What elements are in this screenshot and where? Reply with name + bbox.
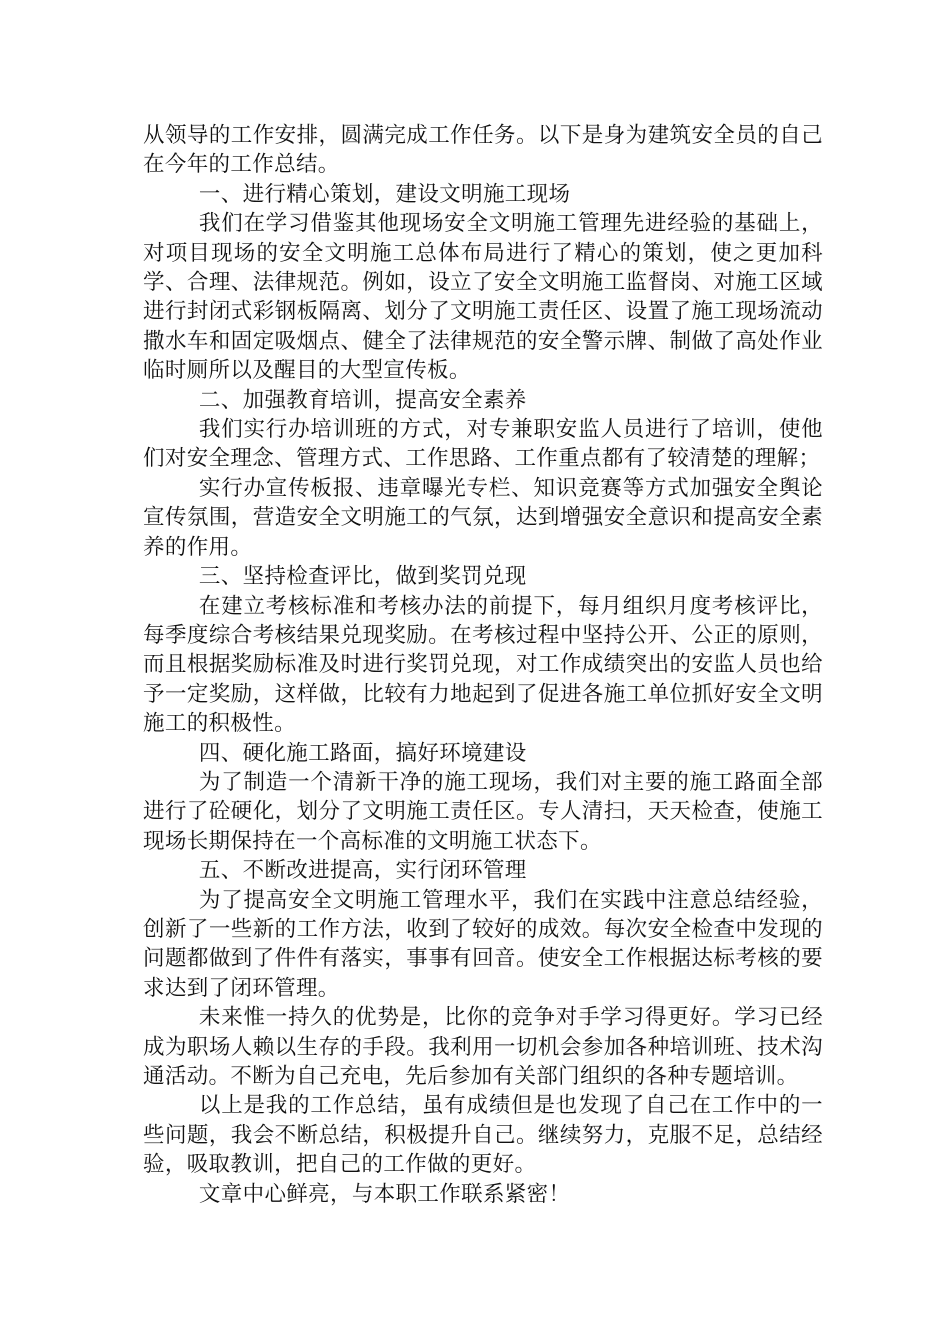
section-heading-4: 四、硬化施工路面，搞好环境建设 xyxy=(198,740,527,766)
closing-paragraph: 文章中心鲜亮，与本职工作联系紧密！ xyxy=(198,1181,571,1207)
section-2-paragraph-1: 我们实行办培训班的方式，对专兼职安监人员进行了培训，使他们对安全理念、管理方式、工作思路、工作重点都有了较清楚的理解； xyxy=(143,417,823,472)
section-3-paragraph: 在建立考核标准和考核办法的前提下，每月组织月度考核评比，每季度综合考核结果兑现奖励。在考核过程中坚持公开、公正的原则，而且根据奖励标准及时进行奖罚兑现，对工作成绩突出的安监人员也给予一定奖励，这样做，比较有力地起到了促进各施工单位抓好安全文明施工的积极性。 xyxy=(143,593,823,737)
section-heading-3: 三、坚持检查评比，做到奖罚兑现 xyxy=(198,564,527,590)
section-heading-2: 二、加强教育培训，提高安全素养 xyxy=(198,387,527,413)
summary-paragraph: 以上是我的工作总结，虽有成绩但是也发现了自己在工作中的一些问题，我会不断总结，积极提升自己。继续努力，克服不足，总结经验，吸取教训，把自己的工作做的更好。 xyxy=(143,1093,823,1178)
section-2-paragraph-2: 实行办宣传板报、违章曝光专栏、知识竞赛等方式加强安全舆论宣传氛围，营造安全文明施工的气氛，达到增强安全意识和提高安全素养的作用。 xyxy=(143,475,823,560)
section-5-paragraph: 为了提高安全文明施工管理水平，我们在实践中注意总结经验，创新了一些新的工作方法，收到了较好的成效。每次安全检查中发现的问题都做到了件件有落实，事事有回音。使安全工作根据达标考核的要求达到了闭环管理。 xyxy=(143,887,823,1001)
learning-paragraph: 未来惟一持久的优势是，比你的竞争对手学习得更好。学习已经成为职场人赖以生存的手段。我利用一切机会参加各种培训班、技术沟通活动。不断为自己充电，先后参加有关部门组织的各种专题培训。 xyxy=(143,1005,823,1089)
section-heading-1: 一、进行精心策划，建设文明施工现场 xyxy=(198,181,571,207)
document-body xyxy=(143,121,823,1209)
section-1-paragraph: 我们在学习借鉴其他现场安全文明施工管理先进经验的基础上，对项目现场的安全文明施工总体布局进行了精心的策划，使之更加科学、合理、法律规范。例如，设立了安全文明施工监督岗、对施工区域进行封闭式彩钢板隔离、划分了文明施工责任区、设置了施工现场流动撒水车和固定吸烟点、健全了法律规范的安全警示牌、制做了高处作业临时厕所以及醒目的大型宣传板。 xyxy=(143,211,823,384)
section-heading-5: 五、不断改进提高，实行闭环管理 xyxy=(198,858,527,884)
section-4-paragraph: 为了制造一个清新干净的施工现场，我们对主要的施工路面全部进行了砼硬化，划分了文明施工责任区。专人清扫，天天检查，使施工现场长期保持在一个高标准的文明施工状态下。 xyxy=(143,769,823,854)
intro-paragraph: 从领导的工作安排，圆满完成工作任务。以下是身为建筑安全员的自己在今年的工作总结。 xyxy=(143,123,823,178)
